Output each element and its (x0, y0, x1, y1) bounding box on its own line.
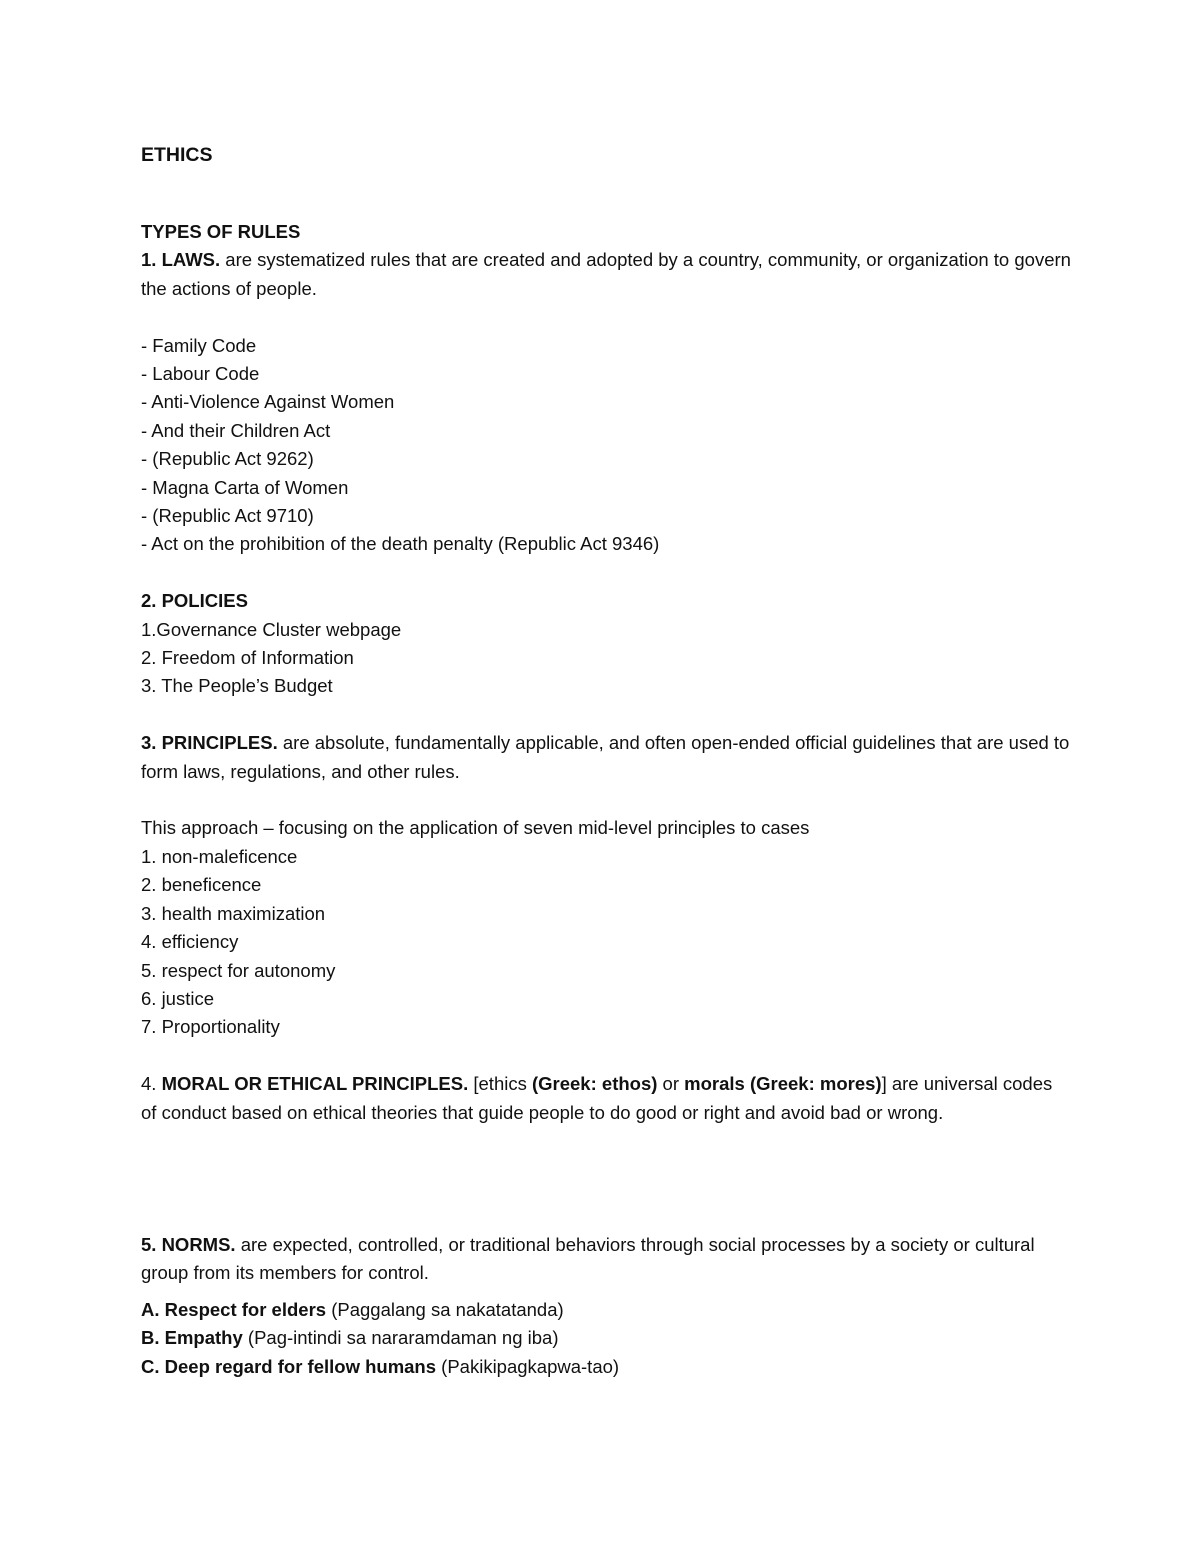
list-item (141, 1353, 1071, 1381)
list-item: - (Republic Act 9262) (141, 448, 314, 470)
list-item: 2. Freedom of Information (141, 647, 354, 669)
moral-morals-word: morals (684, 1073, 745, 1095)
page-title: ETHICS (141, 144, 213, 166)
list-item: - Family Code (141, 334, 257, 356)
moral-text: are universal codes of conduct based on ethical theories that guide people to do good or right and avoid bad or wrong. (141, 1073, 1053, 1123)
moral-bracket-open: [ (468, 1073, 479, 1095)
norms-paragraph (141, 1231, 1071, 1288)
moral-greek-mores: (Greek: mores) (744, 1073, 882, 1095)
list-item: - Labour Code (141, 363, 260, 385)
norms-text: are expected, controlled, or traditional behaviors through social processes by a society or cultural group from its members for control. (141, 1233, 1035, 1284)
moral-num: 4. (141, 1073, 162, 1095)
list-item: - Magna Carta of Women (141, 476, 349, 498)
policies-heading: 2. POLICIES (141, 590, 248, 612)
list-item: 3. health maximization (141, 902, 326, 924)
principles-label: 3. PRINCIPLES. (141, 732, 278, 754)
list-item: 1. non-maleficence (141, 845, 298, 867)
list-item (141, 1296, 1071, 1324)
section-heading-types: TYPES OF RULES (141, 221, 301, 242)
norm-rest: (Pakikipagkapwa-tao) (436, 1355, 620, 1377)
approach-text: This approach – focusing on the application of seven mid-level principles to cases (141, 817, 810, 839)
document-content (141, 141, 1071, 1381)
norm-rest: (Pag-intindi sa nararamdaman ng iba) (242, 1327, 559, 1349)
list-item: 4. efficiency (141, 931, 239, 953)
list-item: 6. justice (141, 987, 215, 1009)
laws-paragraph (141, 246, 1071, 303)
list-item: - (Republic Act 9710) (141, 505, 314, 527)
moral-greek-ethos: (Greek: ethos) (526, 1073, 658, 1095)
list-item: 2. beneficence (141, 874, 262, 896)
moral-label: MORAL OR ETHICAL PRINCIPLES. (161, 1073, 469, 1095)
list-item: - Act on the prohibition of the death penalty (Republic Act 9346) (141, 533, 660, 555)
moral-ethics-word: ethics (478, 1073, 527, 1095)
list-item: 1.Governance Cluster webpage (141, 618, 402, 640)
list-item (141, 1324, 1071, 1352)
list-item: 3. The People’s Budget (141, 675, 333, 697)
list-item: - And their Children Act (141, 419, 331, 441)
norm-label: C. Deep regard for fellow humans (141, 1355, 437, 1377)
moral-paragraph (141, 1070, 1071, 1127)
laws-text: are systematized rules that are created and adopted by a country, community, or organization to govern the actions of people. (141, 249, 1071, 299)
norm-label: B. Empathy (141, 1327, 243, 1349)
laws-label: 1. LAWS. (141, 249, 221, 271)
moral-or-word: or (657, 1073, 685, 1095)
list-item: 5. respect for autonomy (141, 959, 336, 981)
norms-label: 5. NORMS. (141, 1233, 236, 1255)
norm-label: A. Respect for elders (141, 1298, 327, 1320)
principles-paragraph (141, 729, 1071, 786)
list-item: - Anti-Violence Against Women (141, 391, 395, 413)
principles-text: are absolute, fundamentally applicable, and often open-ended official guidelines that are used to form laws, regulations, and other rules. (141, 732, 1070, 782)
list-item: 7. Proportionality (141, 1016, 280, 1038)
norm-rest: (Paggalang sa nakatatanda) (326, 1298, 564, 1320)
moral-bracket-close: ] (881, 1073, 887, 1095)
